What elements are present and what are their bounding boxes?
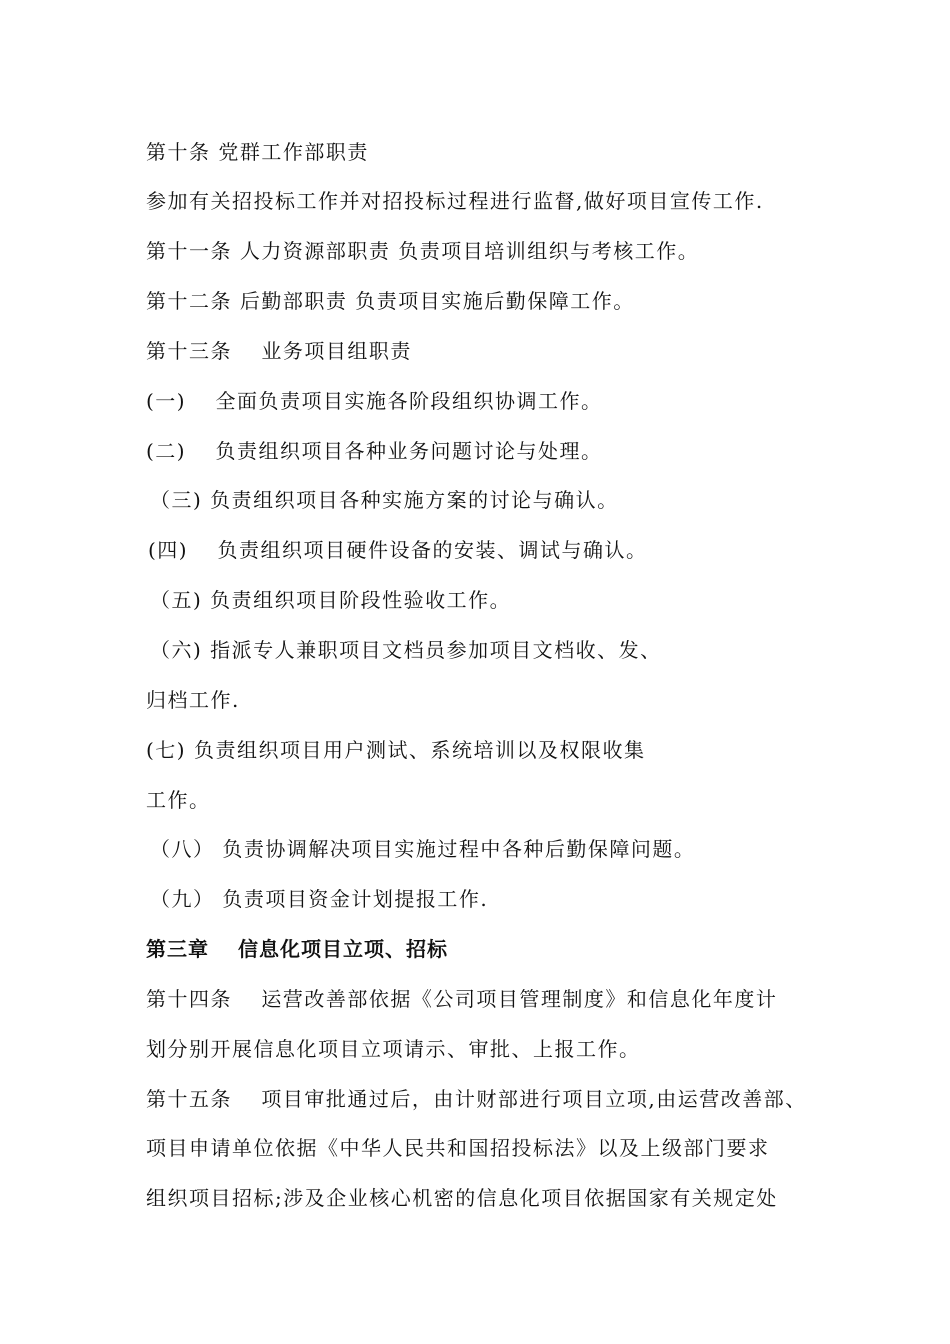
article-15-line-2: 项目申请单位依据《中华人民共和国招投标法》以及上级部门要求 (146, 1136, 770, 1160)
article-15-line-1: 第十五条 项目审批通过后，由计财部进行项目立项,由运营改善部、 (146, 1087, 807, 1111)
article-10-heading: 第十条 党群工作部职责 (146, 140, 369, 164)
list-item-3: （三) 负责组织项目各种实施方案的讨论与确认。 (150, 488, 619, 512)
article-14-line-1: 第十四条 运营改善部依据《公司项目管理制度》和信息化年度计 (146, 987, 778, 1011)
list-item-5: （五) 负责组织项目阶段性验收工作。 (150, 588, 512, 612)
list-item-1: (一) 全面负责项目实施各阶段组织协调工作。 (146, 389, 603, 413)
article-10-body: 参加有关招投标工作并对招投标过程进行监督,做好项目宣传工作. (146, 189, 764, 213)
chapter-3-heading: 第三章 信息化项目立项、招标 (146, 937, 448, 961)
list-item-6-continued: 归档工作. (146, 688, 240, 712)
list-item-7-continued: 工作。 (146, 788, 211, 812)
list-item-6: （六) 指派专人兼职项目文档员参加项目文档收、发、 (150, 638, 662, 662)
article-15-line-3: 组织项目招标;涉及企业核心机密的信息化项目依据国家有关规定处 (146, 1186, 778, 1210)
list-item-9: （九） 负责项目资金计划提报工作. (150, 887, 489, 911)
list-item-7: (七) 负责组织项目用户测试、系统培训以及权限收集 (146, 738, 646, 762)
list-item-8: （八） 负责协调解决项目实施过程中各种后勤保障问题。 (150, 837, 696, 861)
article-13-heading: 第十三条 业务项目组职责 (146, 339, 412, 363)
article-12: 第十二条 后勤部职责 负责项目实施后勤保障工作。 (146, 289, 635, 313)
list-item-4: (四) 负责组织项目硬件设备的安装、调试与确认。 (148, 538, 648, 562)
article-14-line-2: 划分别开展信息化项目立项请示、审批、上报工作。 (146, 1037, 641, 1061)
article-11: 第十一条 人力资源部职责 负责项目培训组织与考核工作。 (146, 239, 700, 263)
list-item-2: (二) 负责组织项目各种业务问题讨论与处理。 (146, 439, 603, 463)
